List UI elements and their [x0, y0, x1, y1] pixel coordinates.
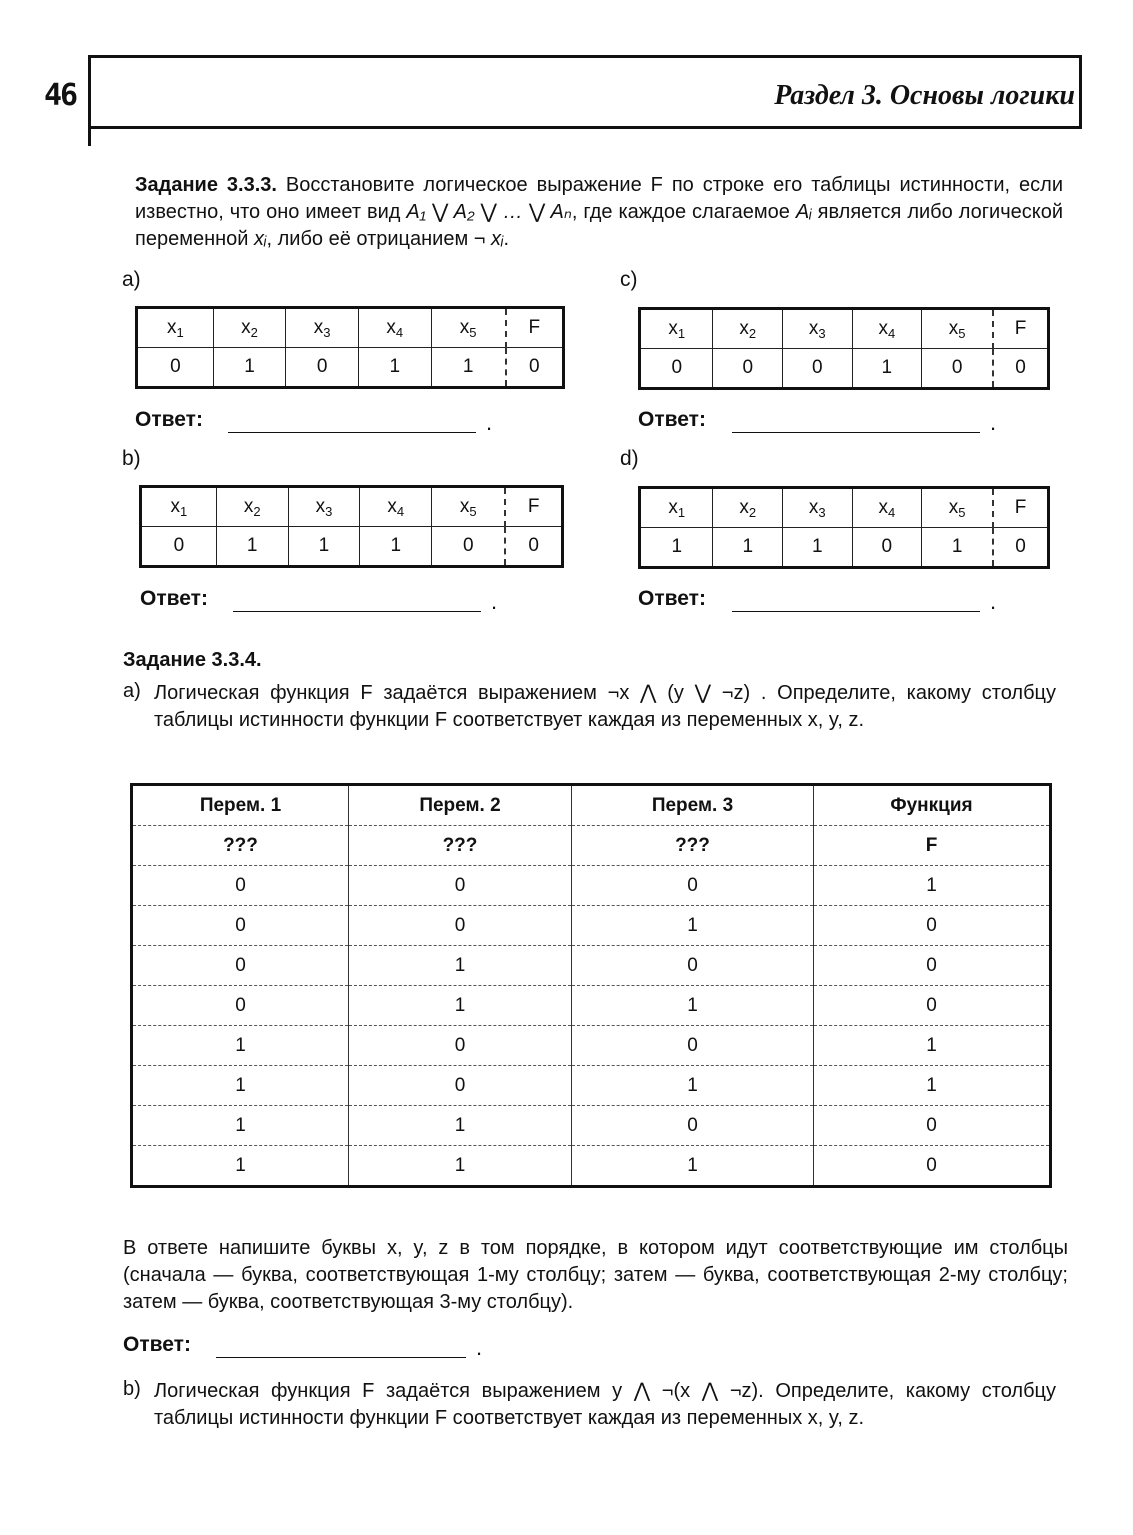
truth-table-header-row	[640, 488, 1049, 528]
col-x2: $x_2$	[216, 487, 288, 527]
cell: 1	[572, 906, 814, 946]
cell: 0	[814, 1106, 1051, 1146]
col-x4: $x_4$	[360, 487, 432, 527]
table-c-label: c)	[620, 268, 638, 291]
value-cell: 1	[358, 348, 431, 388]
subheader-var2: ???	[349, 826, 572, 866]
cell: 1	[132, 1106, 349, 1146]
cell: 0	[572, 1026, 814, 1066]
header-var2: Перем. 2	[349, 785, 572, 826]
table-row	[132, 986, 1051, 1026]
answer-b-dot: .	[491, 589, 498, 614]
cell: 0	[572, 866, 814, 906]
col-x4: $x_4$	[852, 488, 922, 528]
value-cell: 1	[640, 528, 713, 568]
value-cell: 0	[922, 349, 994, 389]
cell: 0	[814, 1146, 1051, 1187]
cell: 1	[349, 1146, 572, 1187]
answer-a-label: Ответ:	[135, 408, 203, 431]
cell: 1	[572, 986, 814, 1026]
cell: 0	[132, 986, 349, 1026]
truth-table-header-row	[141, 487, 563, 527]
cell: 1	[814, 866, 1051, 906]
value-cell: 1	[852, 349, 922, 389]
section-title: Раздел 3. Основы логики	[774, 80, 1075, 111]
value-cell: 1	[783, 528, 853, 568]
task-334-b-text: Логическая функция F задаётся выражением y ⋀ ¬(x ⋀ ¬z). Определите, какому столбцу таблицы истинности функции F соответствует каждая из переменных x, y, z.	[154, 1380, 1056, 1429]
value-cell: 0	[505, 527, 562, 567]
cell: 1	[349, 946, 572, 986]
answer-c-field[interactable]	[732, 432, 980, 433]
answer-334a-dot: .	[476, 1335, 483, 1360]
truth-table-header-row	[640, 309, 1049, 349]
cell: 0	[349, 866, 572, 906]
subheader-var3: ???	[572, 826, 814, 866]
col-x1: $x_1$	[141, 487, 217, 527]
task-334-title: Задание 3.3.4.	[123, 649, 262, 671]
col-x5: $x_5$	[922, 309, 994, 349]
answer-334a-label: Ответ:	[123, 1333, 191, 1356]
value-cell: 0	[432, 527, 506, 567]
cell: 1	[572, 1146, 814, 1187]
subheader-function: F	[814, 826, 1051, 866]
table-row	[132, 866, 1051, 906]
task-333-xi: xᵢ	[254, 228, 267, 250]
col-x1: $x_1$	[640, 488, 713, 528]
big-table-subheader-row	[132, 826, 1051, 866]
cell: 0	[349, 1026, 572, 1066]
cell: 0	[814, 986, 1051, 1026]
cell: 0	[132, 906, 349, 946]
value-cell: 0	[137, 348, 214, 388]
col-x3: $x_3$	[783, 309, 853, 349]
col-x5: $x_5$	[922, 488, 994, 528]
task-334-a-text: Логическая функция F задаётся выражением ¬x ⋀ (y ⋁ ¬z) . Определите, какому столбцу таблицы истинности функции F соответствует каждая из переменных x, y, z.	[154, 682, 1056, 731]
value-cell: 1	[288, 527, 360, 567]
truth-table-value-row	[137, 348, 564, 388]
col-x2: $x_2$	[713, 488, 783, 528]
truth-table-value-row	[141, 527, 563, 567]
header-var3: Перем. 3	[572, 785, 814, 826]
value-cell: 1	[431, 348, 506, 388]
col-f: F	[993, 488, 1048, 528]
answer-b-field[interactable]	[233, 611, 481, 612]
task-334-instructions: В ответе напишите буквы x, y, z в том порядке, в котором идут соответствующие им столбцы (сначала — буква, соответствующая 1-му столбцу; затем — буква, соответствующая 2-му столбцу; затем — буква, соответствующая 3-му столбцу).	[123, 1237, 1068, 1313]
value-cell: 0	[141, 527, 217, 567]
col-x4: $x_4$	[358, 308, 431, 348]
big-table-header-row	[132, 785, 1051, 826]
table-row	[132, 1026, 1051, 1066]
cell: 1	[132, 1026, 349, 1066]
answer-c-label: Ответ:	[638, 408, 706, 431]
task-334-a-label: а)	[123, 680, 141, 702]
answer-d-label: Ответ:	[638, 587, 706, 610]
col-x3: $x_3$	[783, 488, 853, 528]
col-x1: $x_1$	[137, 308, 214, 348]
col-x4: $x_4$	[852, 309, 922, 349]
value-cell: 1	[713, 528, 783, 568]
value-cell: 1	[216, 527, 288, 567]
cell: 1	[349, 1106, 572, 1146]
truth-table-c	[638, 307, 1050, 390]
cell: 1	[814, 1026, 1051, 1066]
cell: 0	[814, 906, 1051, 946]
value-cell: 1	[213, 348, 286, 388]
col-f: F	[993, 309, 1048, 349]
task-333-text-4: , либо её отрицанием ¬	[266, 228, 492, 250]
table-row	[132, 1106, 1051, 1146]
table-b-label: b)	[122, 447, 141, 470]
value-cell: 0	[783, 349, 853, 389]
cell: 0	[349, 906, 572, 946]
task-333-text-2: , где каждое слагаемое	[571, 201, 796, 223]
truth-table-d	[638, 486, 1050, 569]
task-333-title: Задание 3.3.3.	[135, 174, 277, 196]
cell: 0	[814, 946, 1051, 986]
answer-a-dot: .	[486, 410, 493, 435]
value-cell: 0	[713, 349, 783, 389]
task-333-text	[135, 172, 1063, 253]
cell: 1	[349, 986, 572, 1026]
truth-table-value-row	[640, 349, 1049, 389]
value-cell: 0	[852, 528, 922, 568]
answer-b-label: Ответ:	[140, 587, 208, 610]
task-333-xi2: xᵢ	[491, 228, 504, 250]
value-cell: 0	[286, 348, 359, 388]
truth-table-value-row	[640, 528, 1049, 568]
cell: 0	[572, 946, 814, 986]
table-d-label: d)	[620, 447, 639, 470]
col-x3: $x_3$	[288, 487, 360, 527]
value-cell: 0	[506, 348, 564, 388]
answer-d-dot: .	[990, 589, 997, 614]
table-row	[132, 1146, 1051, 1187]
task-333-text-1: Восстановите логическое выражение F по строке его таблицы истинности, если известно, что оно имеет вид	[135, 174, 1063, 223]
header-function: Функция	[814, 785, 1051, 826]
col-x3: $x_3$	[286, 308, 359, 348]
header-var1: Перем. 1	[132, 785, 349, 826]
value-cell: 0	[640, 349, 713, 389]
cell: 0	[132, 946, 349, 986]
col-f: F	[506, 308, 564, 348]
table-row	[132, 1066, 1051, 1106]
cell: 1	[572, 1066, 814, 1106]
table-a-label: a)	[122, 268, 141, 291]
answer-334a-field[interactable]	[216, 1357, 466, 1358]
truth-table-b	[139, 485, 564, 568]
answer-c-dot: .	[990, 410, 997, 435]
task-334-b-label: b)	[123, 1378, 141, 1400]
task-333-formula: A₁ ⋁ A₂ ⋁ … ⋁ Aₙ	[406, 201, 572, 223]
subheader-var1: ???	[132, 826, 349, 866]
truth-table-a	[135, 306, 565, 389]
cell: 0	[349, 1066, 572, 1106]
value-cell: 0	[993, 349, 1048, 389]
value-cell: 1	[360, 527, 432, 567]
table-row	[132, 946, 1051, 986]
answer-d-field[interactable]	[732, 611, 980, 612]
cell: 0	[572, 1106, 814, 1146]
value-cell: 0	[993, 528, 1048, 568]
value-cell: 1	[922, 528, 994, 568]
col-x2: $x_2$	[713, 309, 783, 349]
header-frame-tail	[88, 126, 91, 146]
answer-a-field[interactable]	[228, 432, 476, 433]
task-333-text-3: является либо логической переменной	[135, 201, 1064, 250]
task-333-text-end: .	[503, 228, 510, 250]
task-333-ai: Aᵢ	[795, 201, 812, 223]
truth-table-header-row	[137, 308, 564, 348]
col-x5: $x_5$	[431, 308, 506, 348]
col-x1: $x_1$	[640, 309, 713, 349]
col-x2: $x_2$	[213, 308, 286, 348]
table-row	[132, 906, 1051, 946]
col-f: F	[505, 487, 562, 527]
col-x5: $x_5$	[432, 487, 506, 527]
cell: 0	[132, 866, 349, 906]
cell: 1	[814, 1066, 1051, 1106]
cell: 1	[132, 1066, 349, 1106]
truth-table-334	[130, 783, 1052, 1188]
page-number: 46	[44, 78, 77, 113]
cell: 1	[132, 1146, 349, 1187]
